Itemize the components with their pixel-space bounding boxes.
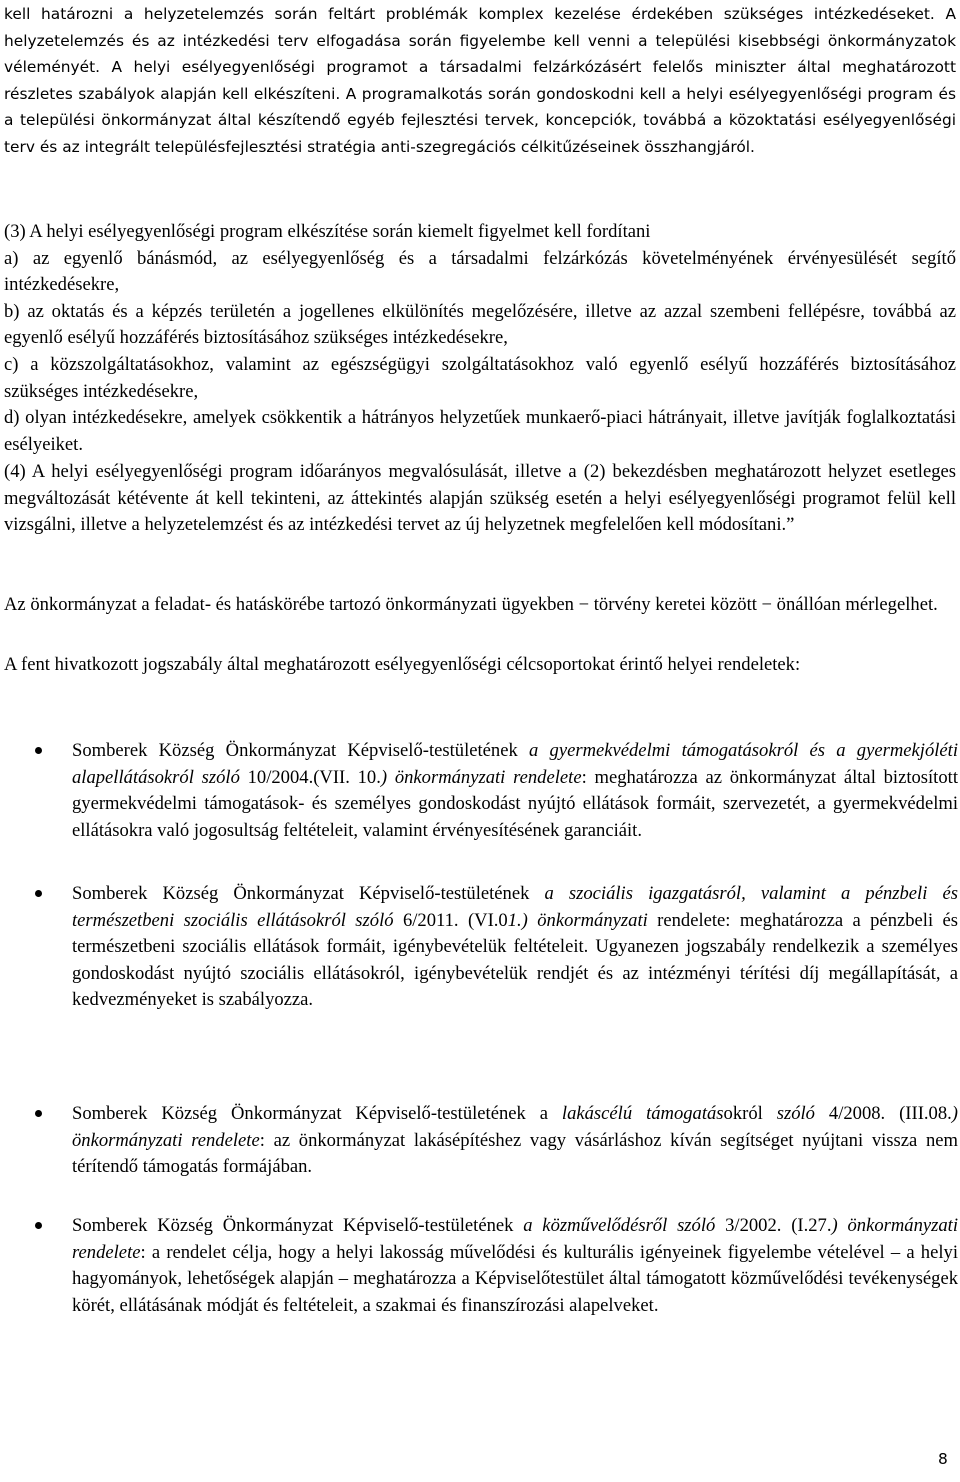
decree-label: ) önkormányzati rendelete — [380, 766, 582, 788]
decree-item-childcare — [72, 738, 958, 844]
decree-number: 4/2008. (III.08. — [814, 1103, 952, 1124]
decree-description: : a rendelet célja, hogy a helyi lakosság művelődési és kulturális igényeinek figyelembe vételével – a helyi hagyományok, lehetőségek alapján – meghatározza a Képviselőtestület által támogatott közművelődési tevékenységek körét, ellátásának módját és feltételeit, a szakmai és finanszírozási alapelveket. — [72, 1241, 958, 1316]
decree-issuer: Somberek Község Önkormányzat Képviselő-testületének — [72, 883, 545, 904]
section-3-item-d: d) olyan intézkedésekre, amelyek csökkentik a hátrányos helyzetűek munkaerő-piaci hátrányait, illetve javítják foglalkoztatási esélyeiket. — [4, 407, 956, 455]
decree-label: ) önkormányzati rendelete — [72, 1215, 958, 1263]
bullet-dot — [35, 1222, 42, 1229]
decree-title-plain: okról — [723, 1103, 763, 1124]
section-3-item-b: b) az oktatás és a képzés területén a jogellenes elkülönítés megelőzésére, illetve az azzal szembeni fellépésre, továbbá az egyenlő esélyű hozzáférés biztosításához szükséges intézkedésekre, — [4, 300, 956, 349]
decree-description: : az önkormányzat lakásépítéshez vagy vásárláshoz kíván segítséget nyújtani vissza nem térítendő támogatás formájában. — [72, 1129, 958, 1178]
bullet-dot — [35, 890, 42, 897]
bullet-dot — [35, 747, 42, 754]
decrees-intro: A fent hivatkozott jogszabály által meghatározott esélyegyenlőségi célcsoportokat érintő helyei rendeletek: — [4, 654, 801, 675]
decree-title: a gyermekvédelmi támogatásokról és a gyermekjóléti alapellátásokról szóló — [72, 740, 958, 788]
decree-issuer: Somberek Község Önkormányzat Képviselő-testületének — [72, 740, 529, 761]
section-3 — [4, 219, 956, 458]
decree-title: a közművelődésről szóló — [523, 1215, 716, 1236]
autonomy-paragraph: Az önkormányzat a feladat- és hatáskörébe tartozó önkormányzati ügyekben − törvény keretei között − önállóan mérlegelhet. — [4, 594, 938, 615]
decree-item-social — [72, 881, 958, 1014]
decree-label: 1.) önkormányzati — [507, 909, 648, 931]
decree-item-housing — [72, 1101, 958, 1181]
intro-paragraph: kell határozni a helyzetelemzés során feltárt problémák komplex kezelése érdekében szükséges intézkedéseket. A helyzetelemzés és az intézkedési terv elfogadása során figyelembe kell venni a települési kisebbségi önkormányzatok véleményét. A helyi esélyegyenlőségi programot a társadalmi felzárkózásért felelős miniszter által meghatározott részletes szabályok alapján kell elkészíteni. A programalkotás során gondoskodni kell a helyi esélyegyenlőségi program és a települési önkormányzat által készítendő egyéb fejlesztési tervek, koncepciók, továbbá a közoktatási esélyegyenlőségi terv és az integrált településfejlesztési stratégia anti-szegregációs célkitűzéseinek összhangjáról. — [4, 5, 956, 156]
decree-label: ) önkormányzati rendelete — [72, 1103, 958, 1151]
decree-issuer: Somberek Község Önkormányzat Képviselő-testületének a — [72, 1103, 562, 1124]
decree-number: 10/2004.(VII. 10. — [239, 766, 381, 788]
decree-description: rendelete: meghatározza a pénzbeli és természetbeni szociális ellátások formáit, igénybevételük feltételeit. Ugyanezen jogszabály rendelkezik a személyes gondoskodást nyújtó szociális ellátásokról, igénybevételük rendjét és az intézményi térítési díj megállapítását, a kedvezményeket is szabályozza. — [72, 909, 959, 1011]
decree-title-end: szóló — [762, 1103, 815, 1124]
decree-title: a szociális igazgatásról, valamint a pénzbeli és természetbeni szociális ellátásokról szóló — [72, 883, 958, 931]
decree-title: lakáscélú támogatás — [561, 1103, 724, 1124]
decree-number: 6/2011. (VI.0 — [393, 909, 508, 931]
section-3-heading: (3) A helyi esélyegyenlőségi program elkészítése során kiemelt figyelmet kell fordítani — [4, 221, 651, 242]
decree-number: 3/2002. (I.27. — [715, 1215, 832, 1236]
section-3-item-c: c) a közszolgáltatásokhoz, valamint az egészségügyi szolgáltatásokhoz való egyenlő esélyű hozzáférés biztosításához szükséges intézkedésekre, — [4, 353, 956, 402]
page-number: 8 — [938, 1450, 948, 1468]
section-4-paragraph: (4) A helyi esélyegyenlőségi program időarányos megvalósulását, illetve a (2) bekezdésben meghatározott helyzet esetleges megváltozását kétévente át kell tekinteni, az áttekintés alapján szükség esetén a helyi esélyegyenlőségi programot felül kell vizsgálni, illetve a helyzetelemzést és az intézkedési tervet az új helyzetnek megfelelően kell módosítani.” — [4, 461, 956, 536]
section-3-item-a: a) az egyenlő bánásmód, az esélyegyenlőség és a társadalmi felzárkózás követelményének érvényesülését segítő intézkedésekre, — [4, 247, 956, 296]
bullet-dot — [35, 1110, 42, 1117]
decree-issuer: Somberek Község Önkormányzat Képviselő-testületének — [72, 1215, 524, 1236]
decree-item-culture — [72, 1213, 958, 1319]
decree-description: : meghatározza az önkormányzat által biztosított gyermekvédelmi támogatások- és személyes gondoskodást nyújtó ellátások formáit, szervezetét, a gyermekvédelmi ellátásokra való jogosultság feltételeit, valamint érvényesítésének garanciáit. — [72, 766, 958, 841]
